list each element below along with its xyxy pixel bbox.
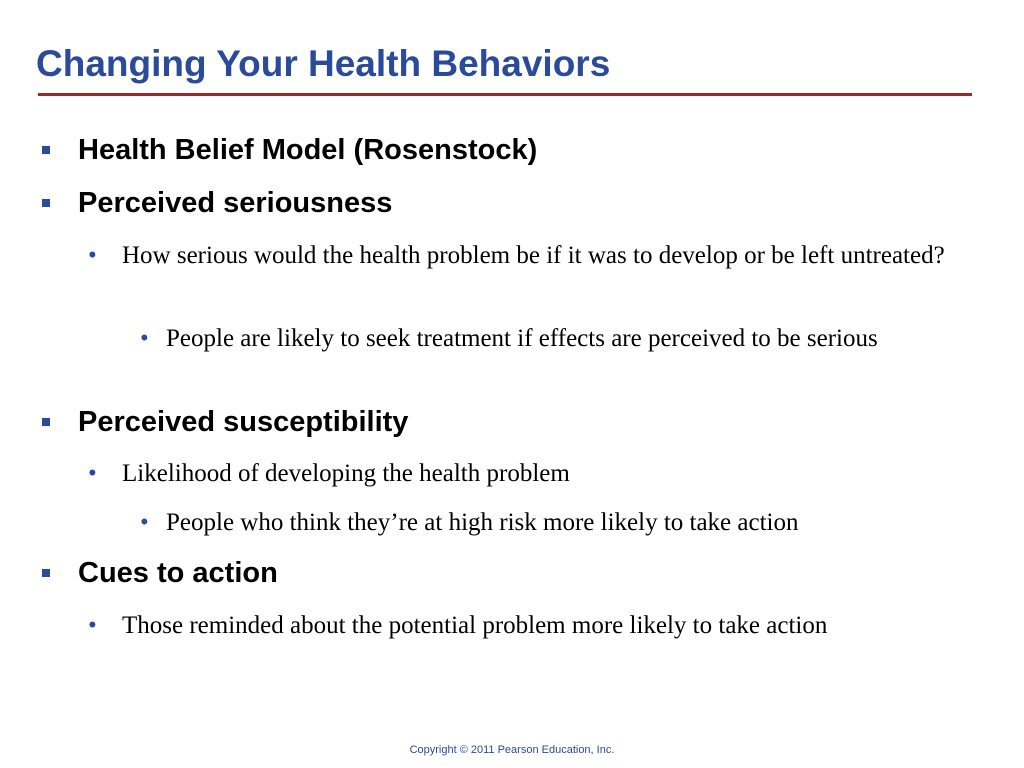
- square-bullet-icon: [42, 569, 50, 577]
- sub-bullet-text: Those reminded about the potential problem more likely to take action: [122, 612, 828, 639]
- dot-bullet-icon: •: [140, 509, 149, 536]
- dot-bullet-icon: •: [88, 612, 97, 639]
- dot-bullet-icon: •: [88, 242, 97, 269]
- bullet-text: Cues to action: [78, 557, 278, 589]
- dot-bullet-icon: •: [88, 460, 97, 487]
- bullet-text: Health Belief Model (Rosenstock): [78, 134, 538, 166]
- slide-title: Changing Your Health Behaviors: [36, 43, 611, 84]
- sub-bullet-item: [88, 609, 952, 642]
- bullet-item-cues-to-action: [78, 556, 978, 590]
- sub-bullet-text: Likelihood of developing the health problem: [122, 460, 570, 487]
- sub-bullet-item: [88, 457, 952, 490]
- bullet-text: Perceived seriousness: [78, 187, 393, 219]
- sub-sub-bullet-text: People are likely to seek treatment if effects are perceived to be serious: [166, 325, 878, 352]
- square-bullet-icon: [42, 199, 50, 207]
- bullet-item-perceived-susceptibility: [78, 405, 978, 439]
- square-bullet-icon: [42, 146, 50, 154]
- sub-sub-bullet-text: People who think they’re at high risk more likely to take action: [166, 509, 799, 536]
- dot-bullet-icon: •: [140, 325, 149, 352]
- sub-sub-bullet-item: [140, 506, 976, 539]
- sub-bullet-item: [88, 239, 952, 272]
- bullet-item-health-belief-model: [78, 133, 978, 167]
- bullet-text: Perceived susceptibility: [78, 406, 409, 438]
- square-bullet-icon: [42, 418, 50, 426]
- copyright-footer: Copyright © 2011 Pearson Education, Inc.: [409, 744, 615, 756]
- title-divider: [38, 93, 972, 96]
- sub-sub-bullet-item: [140, 322, 976, 355]
- sub-bullet-text: How serious would the health problem be if it was to develop or be left untreated?: [122, 242, 945, 269]
- bullet-item-perceived-seriousness: [78, 186, 978, 220]
